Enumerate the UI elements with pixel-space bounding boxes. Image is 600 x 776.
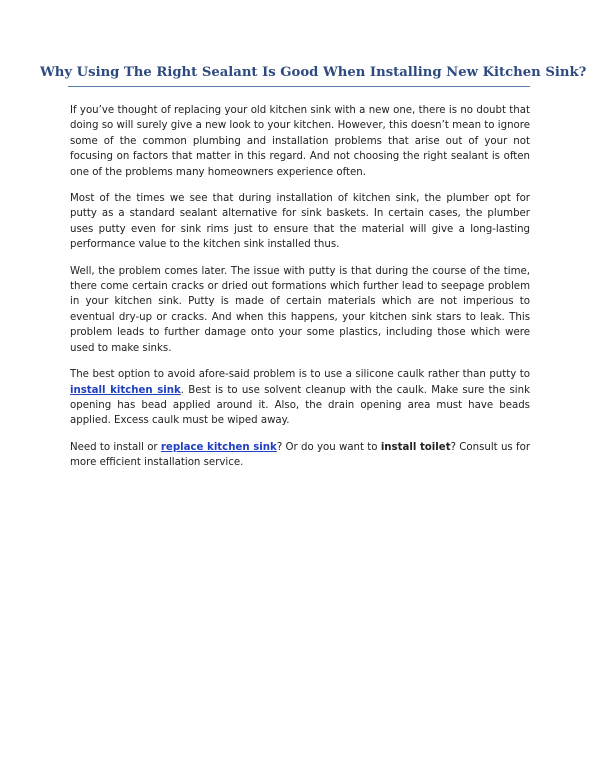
paragraph-1: If you’ve thought of replacing your old kitchen sink with a new one, there is no doubt that doing so will surely give a new look to your kitchen. However, this doesn’t mean to ignore some of the common plumbing and installation problems that arise out of your not focusing on factors that matter in this regard. And not choosing the right sealant is often one of the problems many homeowners experience often. — [70, 105, 530, 178]
paragraph-5-text-2: ? Or do you want to — [276, 441, 381, 453]
paragraph-5-text-1: Need to install or — [70, 441, 161, 453]
title-divider — [68, 86, 530, 87]
paragraph-5-text-3: ? Consult us for more efficient installation service. — [70, 441, 531, 469]
replace-kitchen-sink-link[interactable]: replace kitchen sink — [160, 441, 277, 453]
install-toilet-text: install toilet — [380, 441, 451, 453]
document-body — [70, 103, 530, 482]
document-title: Why Using The Right Sealant Is Good When Installing New Kitchen Sink? — [40, 65, 587, 80]
paragraph-4-text-after: . Best is to use solvent cleanup with the caulk. Make sure the sink opening has bead applied around it. Also, the drain opening area must have beads applied. Excess caulk must be wiped away. — [70, 384, 530, 427]
paragraph-2: Most of the times we see that during installation of kitchen sink, the plumber opt for putty as a standard sealant alternative for sink baskets. In certain cases, the plumber uses putty even for sink rims just to ensure that the material will give a long-lasting performance value to the kitchen sink installed thus. — [70, 193, 530, 251]
paragraph-4-text-before: The best option to avoid afore-said problem is to use a silicone caulk rather than putty to — [70, 369, 530, 381]
install-kitchen-sink-link[interactable]: install kitchen sink — [70, 384, 181, 396]
paragraph-5 — [70, 440, 530, 471]
paragraph-3: Well, the problem comes later. The issue with putty is that during the course of the time, there come certain cracks or dried out formations which further lead to seepage problem in your kitchen sink. Putty is made of certain materials which are not imperious to eventual dry-up or cracks. And when this happens, your kitchen sink stars to leak. This problem leads to further damage onto your some plastics, including those which were used to make sinks. — [70, 265, 530, 354]
paragraph-4 — [70, 367, 530, 429]
